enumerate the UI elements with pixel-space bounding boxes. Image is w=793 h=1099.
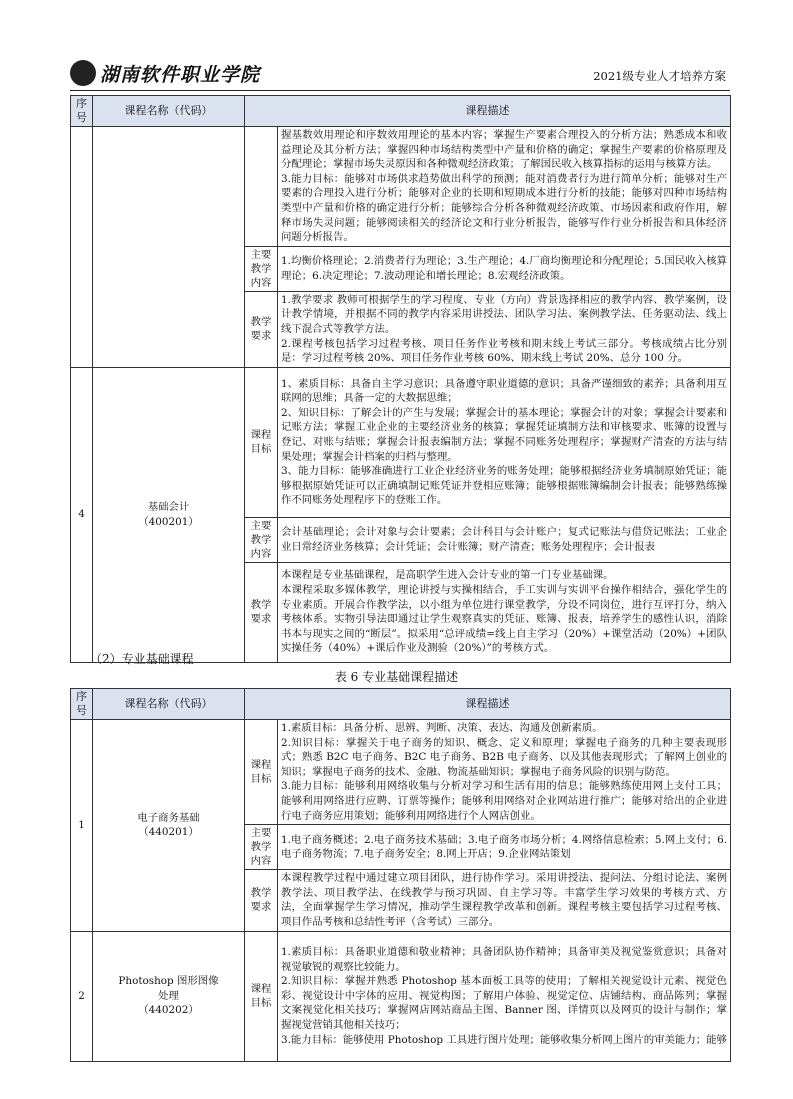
course-cell <box>93 720 245 932</box>
desc-text: 握基数效用理论和序数效用理论的基本内容；掌握生产要素合理投入的分析方法；熟悉成本和收益理论及其分析方法；掌握四种市场结构类型中产量和价格的确定；掌握生产要素的价格原理及分配理论；掌握市场失灵原因和各种微观经济政策；了解国民收入核算指标的运用与核算方法。 3.能力目标：能够对市场供求趋势做出科学的预测；能对消费者行为进行简单分析；能够对生产要素的合理投入进行分析；能够对企业的长期和短期成本进行分析的技能；能够对四种市场结构类型中产量和价格的确定进行分析；能够综合分析各种微观经济政策、市场因素和政府作用，解释市场失灵问题；能够阅读相关的经济论文和行业分析报告，能够写作行业分析报告和具体经济问题分析报告。 <box>281 129 727 244</box>
row-text: 1.均衡价格理论；2.消费者行为理论；3.生产理论；4.厂商均衡理论和分配理论；5.国民收入核算理论；6.决定理论；7.波动理论和增长理论；8.宏观经济政策。 <box>278 246 731 291</box>
header-desc: 课程描述 <box>245 96 731 127</box>
row-text: 1.素质目标：具备职业道德和敬业精神；具备团队协作精神；具备审美及视觉鉴赏意识；具备对视觉敏锐的观察比较能力。 2.知识目标：掌握并熟悉 Photoshop 基本面板工具等的使用；了解相关视觉设计元素、视觉色彩、视觉设计中字体的应用、视觉构图；了解用户体验、视觉定位、店铺结构、商品陈列；掌握文案视觉化相关技巧；掌握网店网站商品主图、Banner 图、详情页以及网页的设计与制作；掌握视觉营销其他相关技巧； 3.能力目标：能够使用 Photoshop 工具进行图片处理；能够收集分析网上图片的审美能力；能够 <box>278 931 731 1061</box>
seq-cell: 2 <box>71 931 93 1061</box>
row-label: 教学要求 <box>245 870 278 931</box>
table-caption: 表 6 专业基础课程描述 <box>334 670 459 684</box>
header-course: 课程名称（代码） <box>93 96 245 127</box>
course-table-foundation <box>70 688 731 1062</box>
row-label: 课程目标 <box>245 931 278 1061</box>
header-seq: 序号 <box>71 689 93 720</box>
section-title: （2）专业基础课程 <box>90 652 194 666</box>
course-cell <box>93 931 245 1061</box>
row-label: 课程目标 <box>245 367 278 517</box>
header-seq: 序号 <box>71 96 93 127</box>
course-desc-continued <box>278 127 731 247</box>
row-label <box>245 127 278 247</box>
course-code: （400201） <box>138 515 199 528</box>
header-course: 课程名称（代码） <box>93 689 245 720</box>
row-label: 教学要求 <box>245 291 278 367</box>
row-label: 教学要求 <box>245 562 278 662</box>
row-label: 主要教学内容 <box>245 517 278 562</box>
row-label: 课程目标 <box>245 720 278 825</box>
row-text: 1、素质目标：具备自主学习意识；具备遵守职业道德的意识；具备严谨细致的素养；具备利用互联网的思维；具备一定的大数据思维； 2、知识目标：了解会计的产生与发展；掌握会计的基本理论；掌握会计的对象；掌握会计要素和记账方法；掌握工业企业的主要经济业务的核算；掌握凭证填制方法和审核要求、账簿的设置与登记、对账与结账；掌握会计报表编制方法；掌握不同账务处理程序；掌握财产清查的方法与结果处理；掌握会计档案的归档与整理。 3、能力目标：能够准确进行工业企业经济业务的账务处理；能够根据经济业务填制原始凭证；能够根据原始凭证可以正确填制记账凭证并登相应账簿；能够根据账簿编制会计报表；能够熟练操作不同账务处理程序下的登账工作。 <box>278 367 731 517</box>
course-cell <box>93 127 245 368</box>
row-text: 1.素质目标：具备分析、思辨、判断、决策、表达、沟通及创新素质。 2.知识目标：掌握关于电子商务的知识、概念、定义和原理；掌握电子商务的几种主要表现形式；熟悉 B2C 电子商务、B2C 电子商务、B2B 电子商务、以及其他表现形式；了解网上创业的知识；掌握电子商务的技术、金融、物流基础知识；掌握电子商务风险的识别与防范。 3.能力目标：能够利用网络收集与分析对学习和生活有用的信息；能够熟练使用网上支付工具；能够利用网络进行应聘、订票等操作；能够利用网络对企业网站进行推广；能够对给出的企业进行电子商务应用策划；能够利用网络进行个人网店创业。 <box>278 720 731 825</box>
seq-cell: 4 <box>71 367 93 662</box>
course-name: Photoshop 图形图像处理 <box>118 975 219 1002</box>
course-name: 基础会计 <box>147 501 190 514</box>
page-header <box>70 58 730 91</box>
course-cell <box>93 367 245 662</box>
course-name: 电子商务基础 <box>137 811 200 824</box>
course-table-continued <box>70 95 731 663</box>
row-label: 主要教学内容 <box>245 825 278 870</box>
row-text: 本课程是专业基础课程，是高职学生进入会计专业的第一门专业基础课。 本课程采取多媒体教学，理论讲授与实操相结合，手工实训与实训平台操作相结合，强化学生的专业素质。开展合作教学法，以小组为单位进行课堂教学，分设不同岗位，进行互评打分，纳入考核体系。实物引导法即通过让学生观察真实的凭证、账簿、报表，培养学生的感性认识，消除书本与现实之间的“断层”。拟采用“总评成绩=线上自主学习（20%）+课堂活动（20%）+团队实操任务（40%）+课后作业及测验（20%）”的考核方式。 <box>278 562 731 662</box>
header-desc: 课程描述 <box>245 689 731 720</box>
seq-cell <box>71 127 93 368</box>
seq-cell: 1 <box>71 720 93 932</box>
document-title: 2021级专业人才培养方案 <box>593 69 726 83</box>
school-logo-icon <box>70 60 96 86</box>
row-label: 主要教学内容 <box>245 246 278 291</box>
course-code: （440201） <box>138 826 199 839</box>
school-name: 湖南软件职业学院 <box>100 64 261 86</box>
row-text: 1.电子商务概述；2.电子商务技术基础；3.电子商务市场分析；4.网络信息检索；5.网上支付；6.电子商务物流；7.电子商务安全；8.网上开店；9.企业网站策划 <box>278 825 731 870</box>
row-text: 1.教学要求 教师可根据学生的学习程度、专业（方向）背景选择相应的教学内容、教学案例，设计教学情境，并根据不同的教学内容采用讲授法、团队学习法、案例教学法、任务驱动法、线上线下混合式等教学方法。 2.课程考核包括学习过程考核、项目任务作业考核和期末线上考试三部分。考核成绩占比分别是：学习过程考核 20%、项目任务作业考核 60%、期末线上考试 20%、总分 100 分。 <box>278 291 731 367</box>
row-text: 本课程教学过程中通过建立项目团队，进行协作学习。采用讲授法、提问法、分组讨论法、案例教学法、项目教学法、在线教学与预习巩固、自主学习等。丰富学生学习效果的考核方式、方法，全面掌握学生学习情况，推动学生课程教学改革和创新。课程考核主要包括学习过程考核、项目作品考核和总结性考评（含考试）三部分。 <box>278 870 731 931</box>
course-code: （440202） <box>138 1004 199 1017</box>
row-text: 会计基础理论；会计对象与会计要素；会计科目与会计账户；复式记账法与借贷记账法；工业企业日常经济业务核算；会计凭证；会计账簿；财产清查；账务处理程序；会计报表 <box>278 517 731 562</box>
